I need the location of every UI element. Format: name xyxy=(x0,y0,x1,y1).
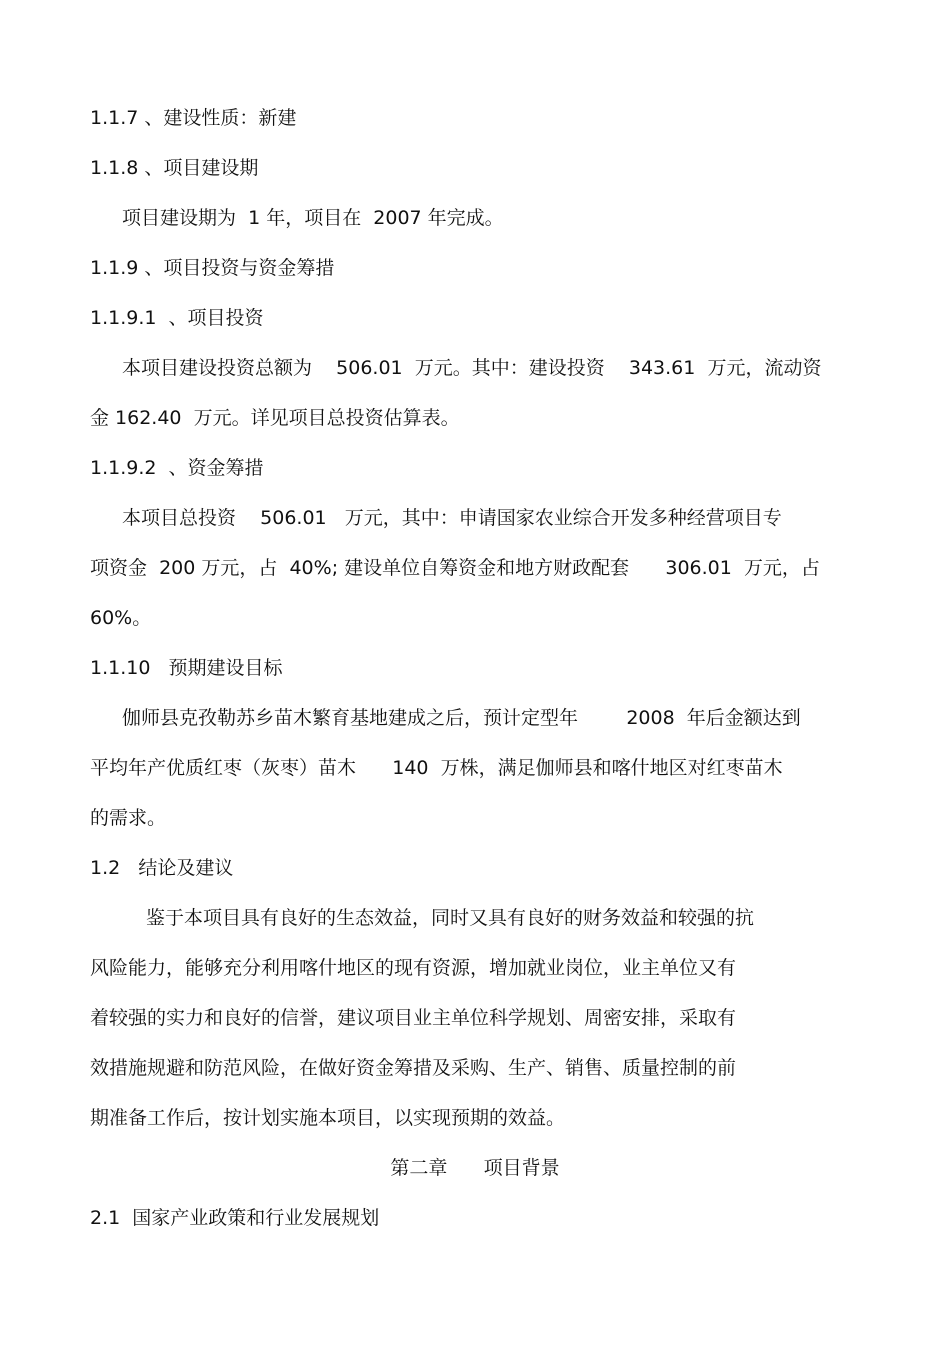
section-heading-1-1-7: 1.1.7 、建设性质：新建 xyxy=(90,107,297,129)
section-heading-2-1: 2.1 国家产业政策和行业发展规划 xyxy=(90,1207,380,1229)
paragraph-line: 项目建设期为 1 年，项目在 2007 年完成。 xyxy=(122,207,504,229)
paragraph-line: 本项目建设投资总额为 506.01 万元。其中：建设投资 343.61 万元，流动资 xyxy=(122,357,822,379)
paragraph-line: 的需求。 xyxy=(90,807,167,829)
section-heading-1-1-9-1: 1.1.9.1 、项目投资 xyxy=(90,307,264,329)
chapter-title: 第二章 项目背景 xyxy=(390,1157,560,1179)
paragraph-line: 效措施规避和防范风险，在做好资金筹措及采购、生产、销售、质量控制的前 xyxy=(90,1057,737,1079)
paragraph-line: 平均年产优质红枣（灰枣）苗木 140 万株，满足伽师县和喀什地区对红枣苗木 xyxy=(90,757,783,779)
section-heading-1-1-10: 1.1.10 预期建设目标 xyxy=(90,657,283,679)
paragraph-line: 着较强的实力和良好的信誉，建议项目业主单位科学规划、周密安排，采取有 xyxy=(90,1007,737,1029)
paragraph-line: 鉴于本项目具有良好的生态效益，同时又具有良好的财务效益和较强的抗 xyxy=(146,907,755,929)
section-heading-1-1-9-2: 1.1.9.2 、资金筹措 xyxy=(90,457,264,479)
paragraph-line: 项资金 200 万元，占 40%; 建设单位自筹资金和地方财政配套 306.01 万元，占 xyxy=(90,557,820,579)
paragraph-line: 期准备工作后，按计划实施本项目，以实现预期的效益。 xyxy=(90,1107,566,1129)
paragraph-line: 伽师县克孜勒苏乡苗木繁育基地建成之后，预计定型年 2008 年后金额达到 xyxy=(122,707,801,729)
section-heading-1-1-9: 1.1.9 、项目投资与资金筹措 xyxy=(90,257,335,279)
paragraph-line: 风险能力，能够充分利用喀什地区的现有资源，增加就业岗位，业主单位又有 xyxy=(90,957,737,979)
section-heading-1-2: 1.2 结论及建议 xyxy=(90,857,234,879)
paragraph-line: 金 162.40 万元。详见项目总投资估算表。 xyxy=(90,407,460,429)
paragraph-line: 60%。 xyxy=(90,607,152,629)
paragraph-line: 本项目总投资 506.01 万元，其中：申请国家农业综合开发多种经营项目专 xyxy=(122,507,782,529)
section-heading-1-1-8: 1.1.8 、项目建设期 xyxy=(90,157,259,179)
